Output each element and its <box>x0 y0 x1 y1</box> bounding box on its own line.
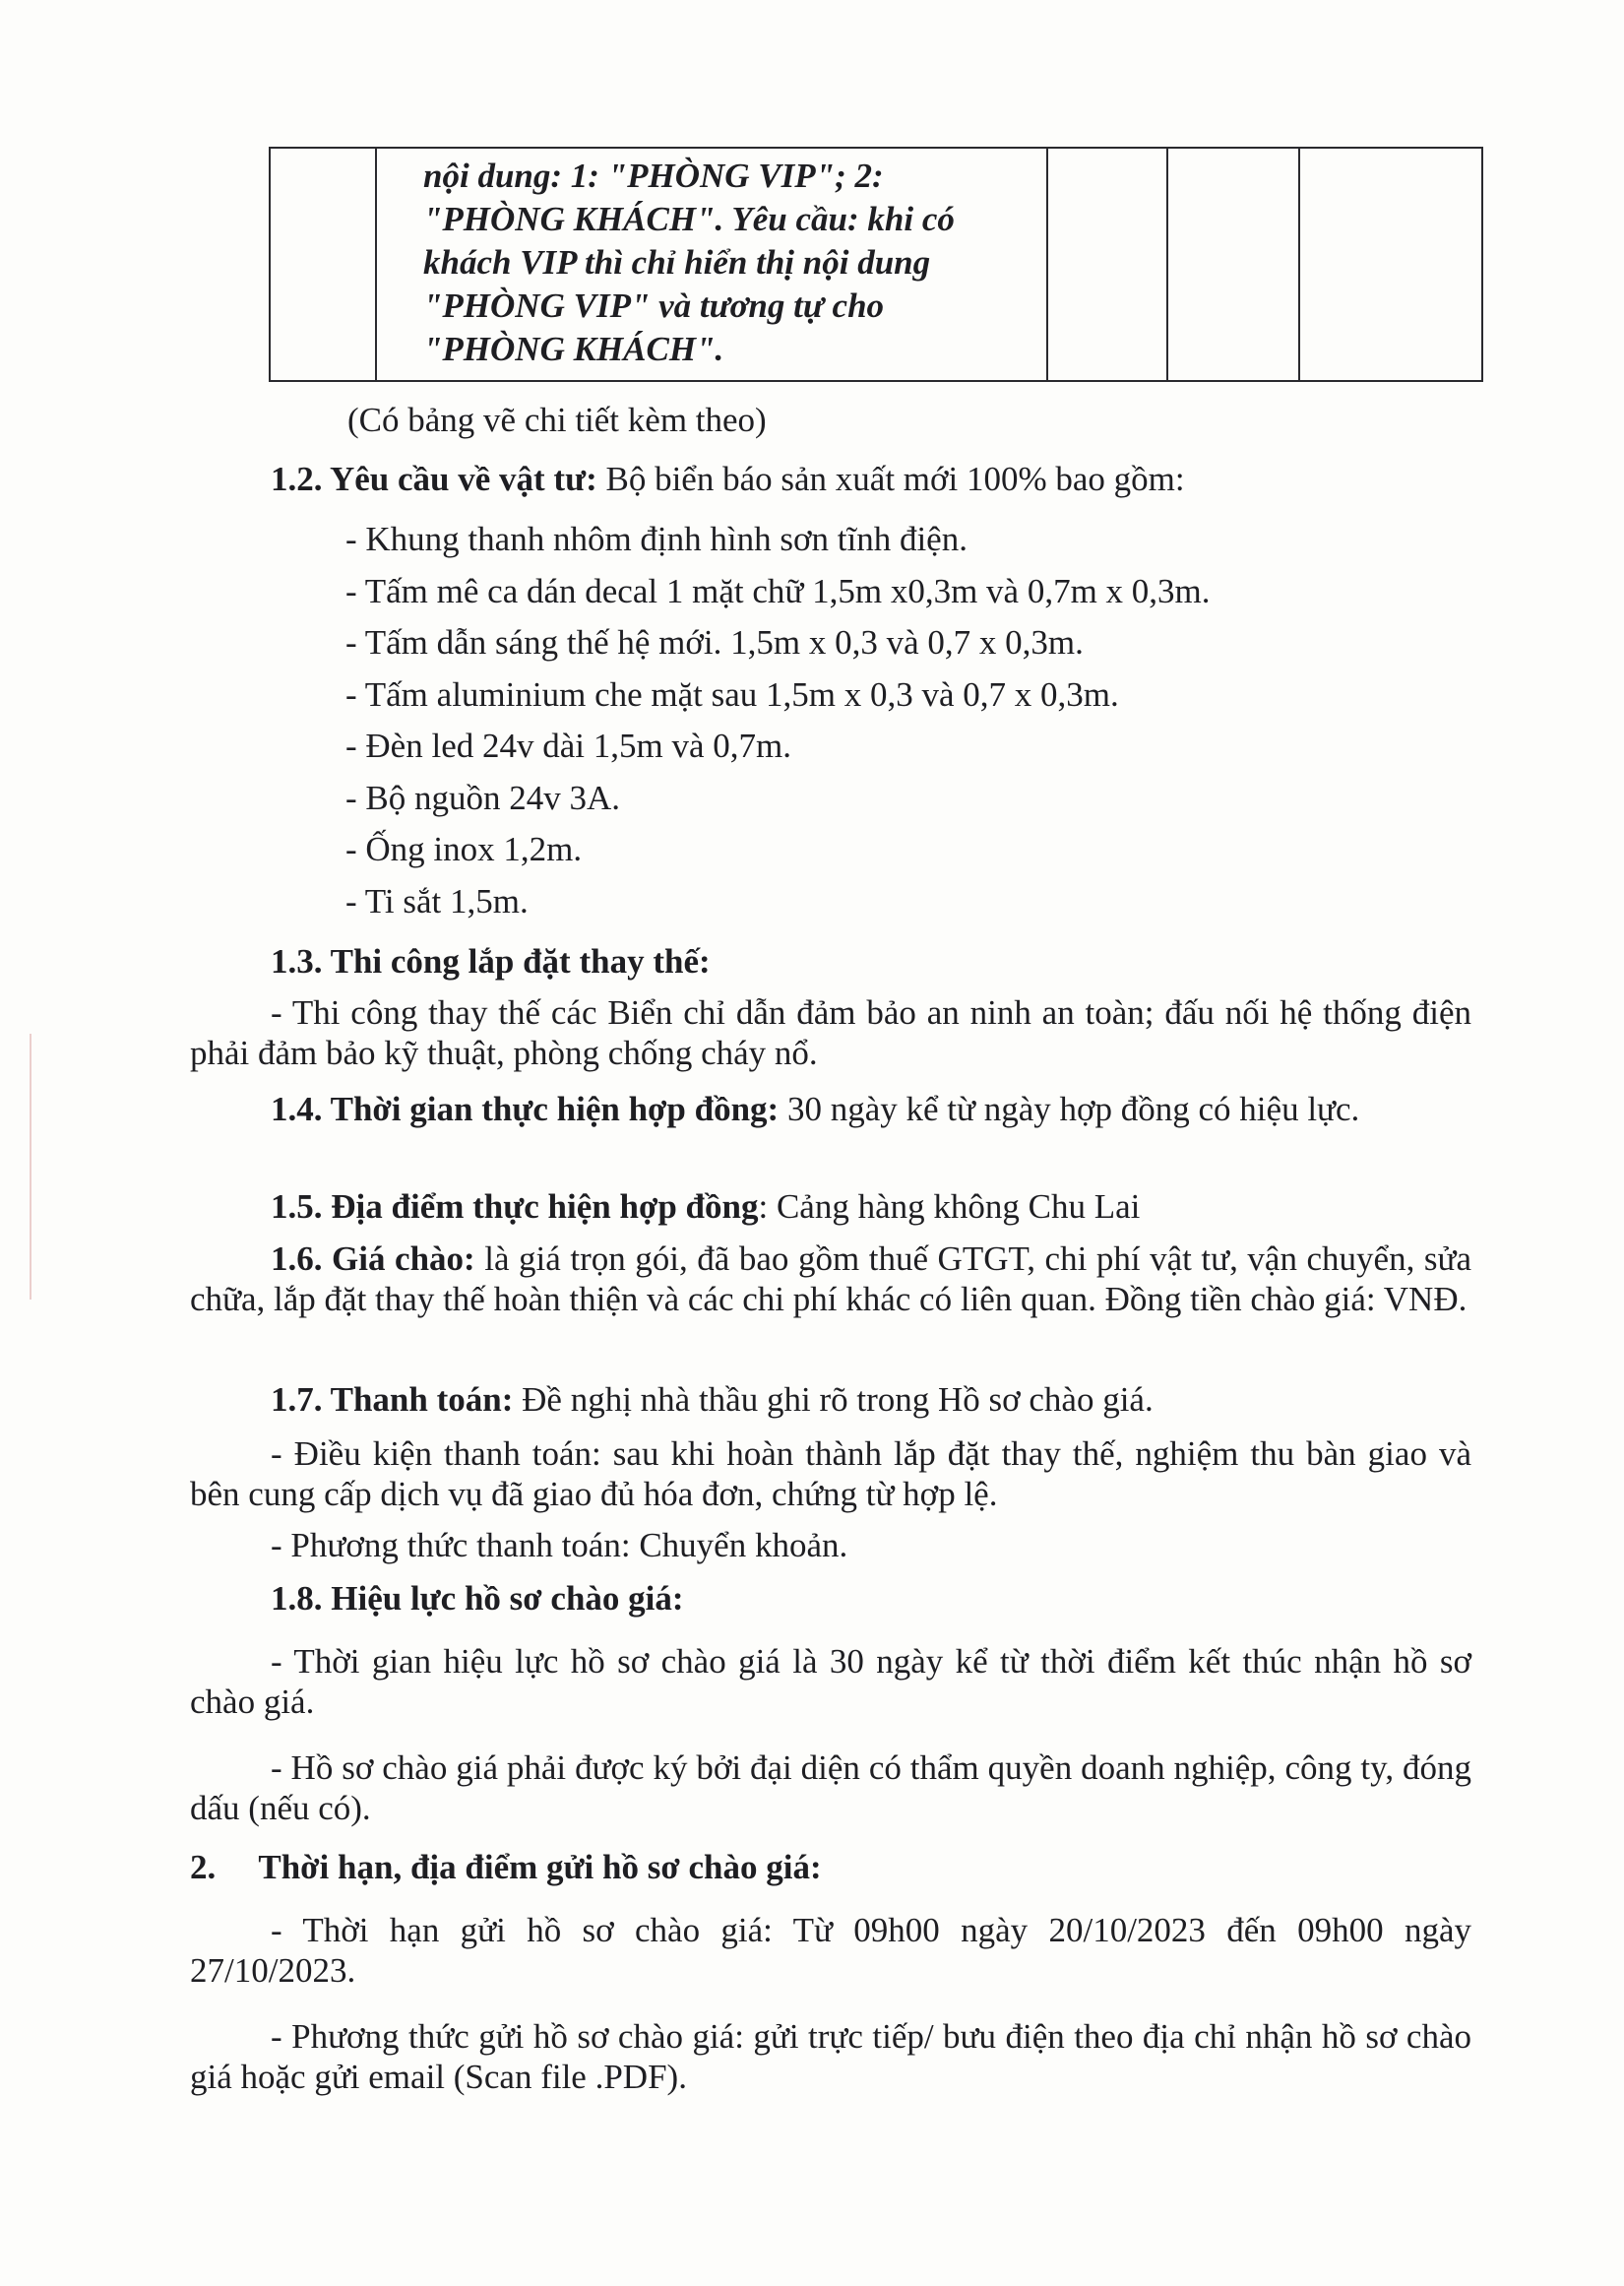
section-1-4-heading: 1.4. Thời gian thực hiện hợp đồng: <box>271 1090 780 1128</box>
table-row <box>270 148 1482 381</box>
section-1-7-text: Đề nghị nhà thầu ghi rõ trong Hồ sơ chào giá. <box>513 1380 1154 1419</box>
section-1-6-heading: 1.6. Giá chào: <box>271 1239 475 1278</box>
payment-condition: - Điều kiện thanh toán: sau khi hoàn thành lắp đặt thay thế, nghiệm thu bàn giao và bên cung cấp dịch vụ đã giao đủ hóa đơn, chứng từ hợp lệ. <box>190 1434 1471 1513</box>
list-item: - Ống inox 1,2m. <box>345 830 583 868</box>
table-cell-index <box>270 148 376 381</box>
validity-period: - Thời gian hiệu lực hồ sơ chào giá là 30 ngày kể từ thời điểm kết thúc nhận hồ sơ chào giá. <box>190 1642 1471 1721</box>
section-1-5-text: : Cảng hàng không Chu Lai <box>758 1187 1141 1226</box>
section-1-4-text: 30 ngày kể từ ngày hợp đồng có hiệu lực. <box>779 1090 1360 1128</box>
list-item: - Khung thanh nhôm định hình sơn tĩnh điện. <box>345 520 968 558</box>
section-1-8-heading: 1.8. Hiệu lực hồ sơ chào giá: <box>271 1579 684 1618</box>
table-content-line: nội dung: 1: "PHÒNG VIP"; 2: <box>423 157 884 195</box>
section-1-3-text: - Thi công thay thế các Biển chỉ dẫn đảm bảo an ninh an toàn; đấu nối hệ thống điện phải đảm bảo kỹ thuật, phòng chống cháy nổ. <box>190 993 1471 1072</box>
section-1-3-heading: 1.3. Thi công lắp đặt thay thế: <box>271 942 711 981</box>
section-1-2-text: Bộ biển báo sản xuất mới 100% bao gồm: <box>596 460 1185 498</box>
materials-list <box>345 514 1211 927</box>
submission-method: - Phương thức gửi hồ sơ chào giá: gửi trực tiếp/ bưu điện theo địa chỉ nhận hồ sơ chào giá hoặc gửi email (Scan file .PDF). <box>190 2017 1471 2096</box>
payment-method: - Phương thức thanh toán: Chuyển khoản. <box>271 1526 848 1564</box>
table-content-line: "PHÒNG VIP" và tương tự cho <box>423 286 885 325</box>
section-1-7-heading: 1.7. Thanh toán: <box>271 1380 514 1419</box>
table-content-line: khách VIP thì chỉ hiển thị nội dung <box>423 243 931 282</box>
section-1-2-heading: 1.2. Yêu cầu về vật tư: <box>271 460 597 498</box>
margin-stamp-mark <box>30 1034 41 1300</box>
table-cell-quantity <box>1167 148 1299 381</box>
section-1-4 <box>190 1089 1471 1129</box>
table-content-line: "PHÒNG KHÁCH". Yêu cầu: khi có <box>423 200 955 238</box>
spec-table-fragment <box>269 147 1483 382</box>
section-1-5-heading: 1.5. Địa điểm thực hiện hợp đồng <box>271 1187 759 1226</box>
list-item: - Tấm mê ca dán decal 1 mặt chữ 1,5m x0,3m và 0,7m x 0,3m. <box>345 571 1211 610</box>
section-1-2 <box>271 458 1185 501</box>
section-2-heading: 2. Thời hạn, địa điểm gửi hồ sơ chào giá: <box>190 1848 822 1886</box>
table-content-line: "PHÒNG KHÁCH". <box>423 330 724 368</box>
section-1-6 <box>190 1238 1471 1319</box>
validity-signature: - Hồ sơ chào giá phải được ký bởi đại diện có thẩm quyền doanh nghiệp, công ty, đóng dấu (nếu có). <box>190 1748 1471 1827</box>
submission-deadline: - Thời hạn gửi hồ sơ chào giá: Từ 09h00 ngày 20/10/2023 đến 09h00 ngày 27/10/2023. <box>190 1911 1471 1990</box>
table-cell-unit <box>1047 148 1167 381</box>
attachment-note: (Có bảng vẽ chi tiết kèm theo) <box>347 401 767 439</box>
list-item: - Tấm aluminium che mặt sau 1,5m x 0,3 và 0,7 x 0,3m. <box>345 674 1119 714</box>
section-1-6-text: là giá trọn gói, đã bao gồm thuế GTGT, chi phí vật tư, vận chuyển, sửa chữa, lắp đặt thay thế hoàn thiện và các chi phí khác có liên quan. Đồng tiền chào giá: VNĐ. <box>190 1239 1471 1318</box>
list-item: - Bộ nguồn 24v 3A. <box>345 778 621 817</box>
list-item: - Ti sắt 1,5m. <box>345 881 529 921</box>
section-1-5 <box>271 1185 1140 1229</box>
table-cell-note <box>1299 148 1482 381</box>
table-cell-content <box>376 148 1047 381</box>
list-item: - Đèn led 24v dài 1,5m và 0,7m. <box>345 727 791 765</box>
section-1-7 <box>271 1378 1154 1422</box>
list-item: - Tấm dẫn sáng thế hệ mới. 1,5m x 0,3 và 0,7 x 0,3m. <box>345 623 1084 662</box>
